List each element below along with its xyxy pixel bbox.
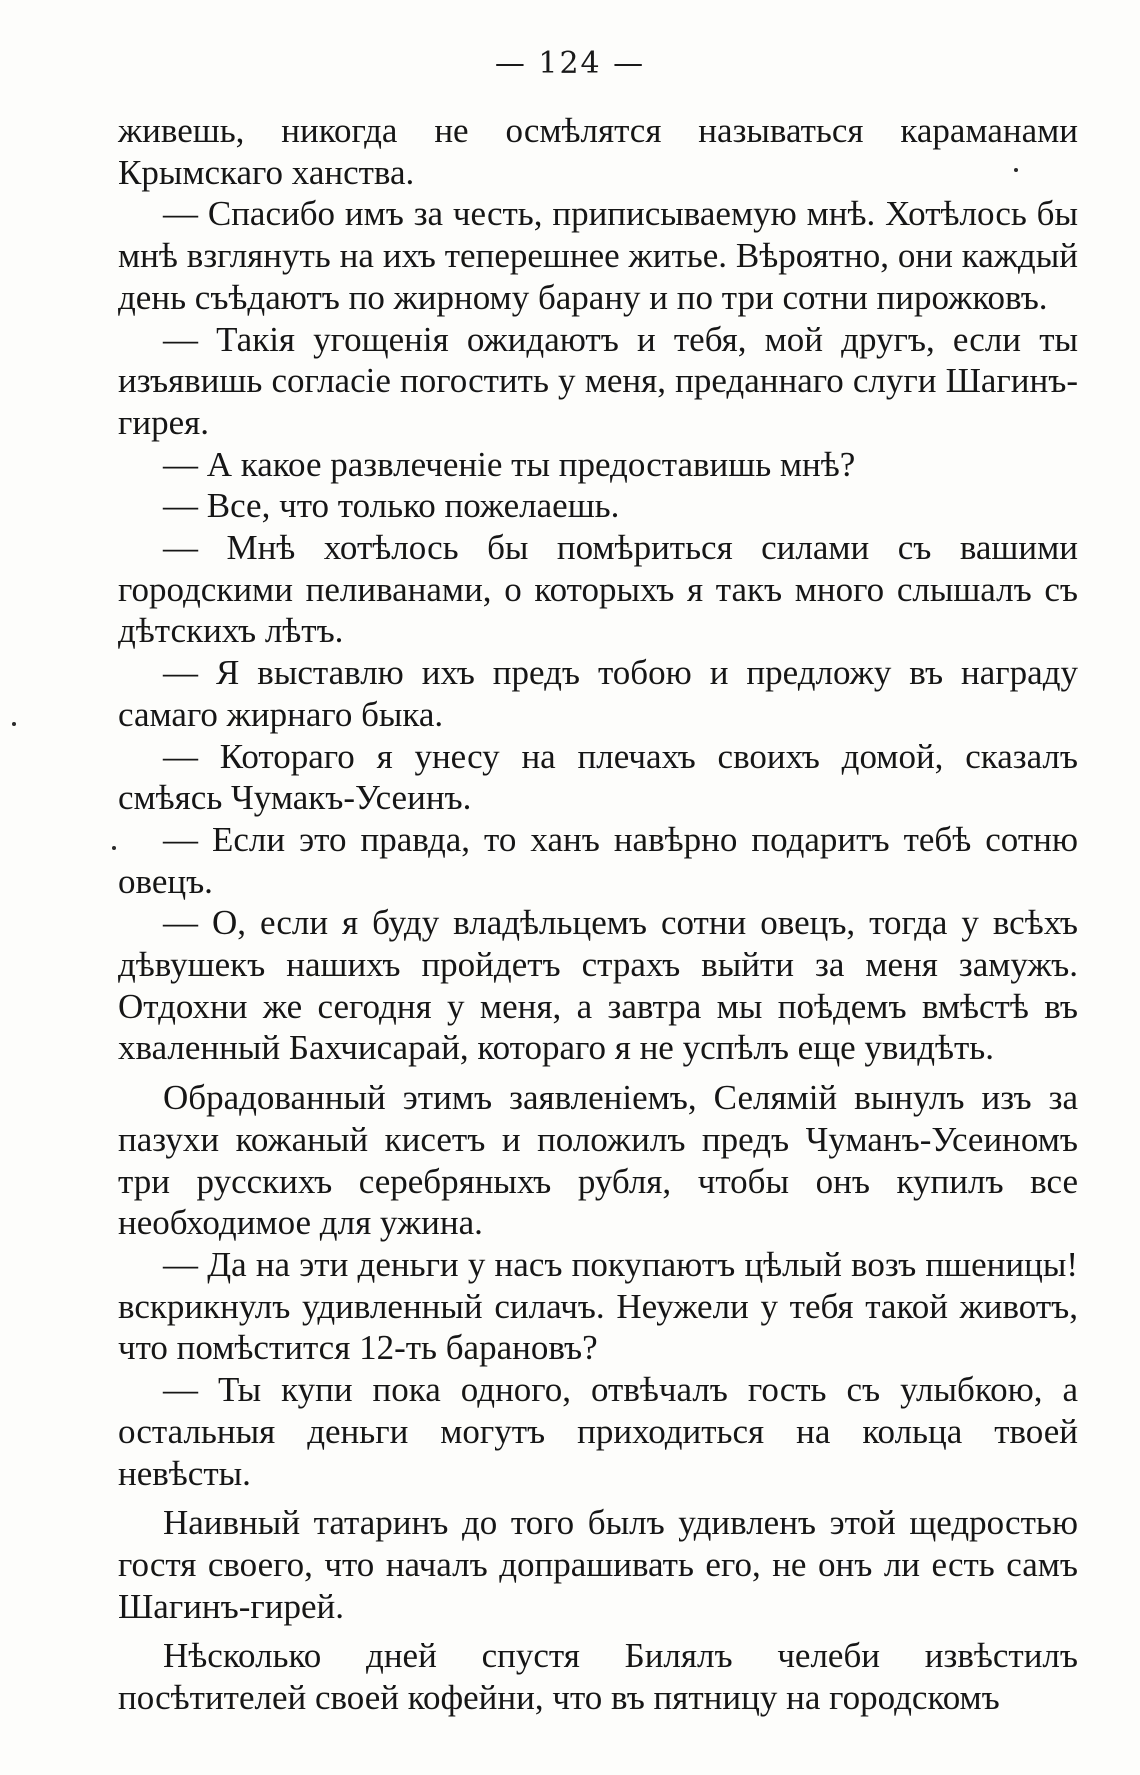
paragraph: — Котораго я унесу на плечахъ своихъ домой, сказалъ смѣясь Чумакъ-Усеинъ. [118,736,1078,818]
paragraph: — Мнѣ хотѣлось бы помѣриться силами съ вашими городскими пеливанами, о которыхъ я такъ много слышалъ съ дѣтскихъ лѣтъ. [118,528,1078,651]
paragraph: — Такія угощенія ожидаютъ и тебя, мой другъ, если ты изъявишь согласіе погостить у меня, преданнаго слуги Шагинъ-гирея. [118,319,1078,442]
body-text [118,110,1078,1719]
paragraph: Нѣсколько дней спустя Билялъ челеби извѣстилъ посѣтителей своей кофейни, что въ пятницу на городскомъ [118,1636,1078,1718]
print-speck [1014,168,1018,172]
paragraph: Наивный татаринъ до того былъ удивленъ этой щедростью гостя своего, что началъ допрашивать его, не онъ ли есть самъ Шагинъ-гирей. [118,1503,1078,1626]
paragraph: — О, если я буду владѣльцемъ сотни овецъ, тогда у всѣхъ дѣвушекъ нашихъ пройдетъ страхъ выйти за меня замужъ. Отдохни же сегодня у меня, а завтра мы поѣдемъ вмѣстѣ въ хваленный Бахчисарай, котораго я не успѣлъ еще увидѣть. [118,903,1078,1068]
paragraph: — Если это правда, то ханъ навѣрно подаритъ тебѣ сотню овецъ. [118,819,1078,901]
paragraph: — А какое развлеченіе ты предоставишь мнѣ? [163,444,856,484]
print-speck [12,722,16,726]
paragraph: — Все, что только пожелаешь. [163,486,620,526]
paragraph: — Я выставлю ихъ предъ тобою и предложу въ награду самаго жирнаго быка. [118,653,1078,734]
paragraph: Обрадованный этимъ заявленіемъ, Селямій вынулъ изъ за пазухи кожаный кисетъ и положилъ предъ Чуманъ-Усеиномъ три русскихъ серебряныхъ рубля, чтобы онъ купилъ все необходимое для ужина. [118,1078,1078,1243]
paragraph: живешь, никогда не осмѣлятся называться караманами Крымскаго ханства. [118,111,1078,192]
page-number: — 124 — [494,46,646,81]
paragraph: — Да на эти деньги у насъ покупаютъ цѣлый возъ пшеницы! вскрикнулъ удивленный силачъ. Неужели у тебя такой животъ, что помѣстится 12-ть барановъ? [118,1244,1078,1368]
print-speck [112,846,116,850]
paragraph: — Спасибо имъ за честь, приписываемую мнѣ. Хотѣлось бы мнѣ взглянуть на ихъ теперешнее житье. Вѣроятно, они каждый день съѣдаютъ по жирному барану и по три сотни пирожковъ. [118,194,1078,317]
paragraph: — Ты купи пока одного, отвѣчалъ гость съ улыбкою, а остальныя деньги могутъ приходиться на кольца твоей невѣсты. [118,1370,1078,1493]
